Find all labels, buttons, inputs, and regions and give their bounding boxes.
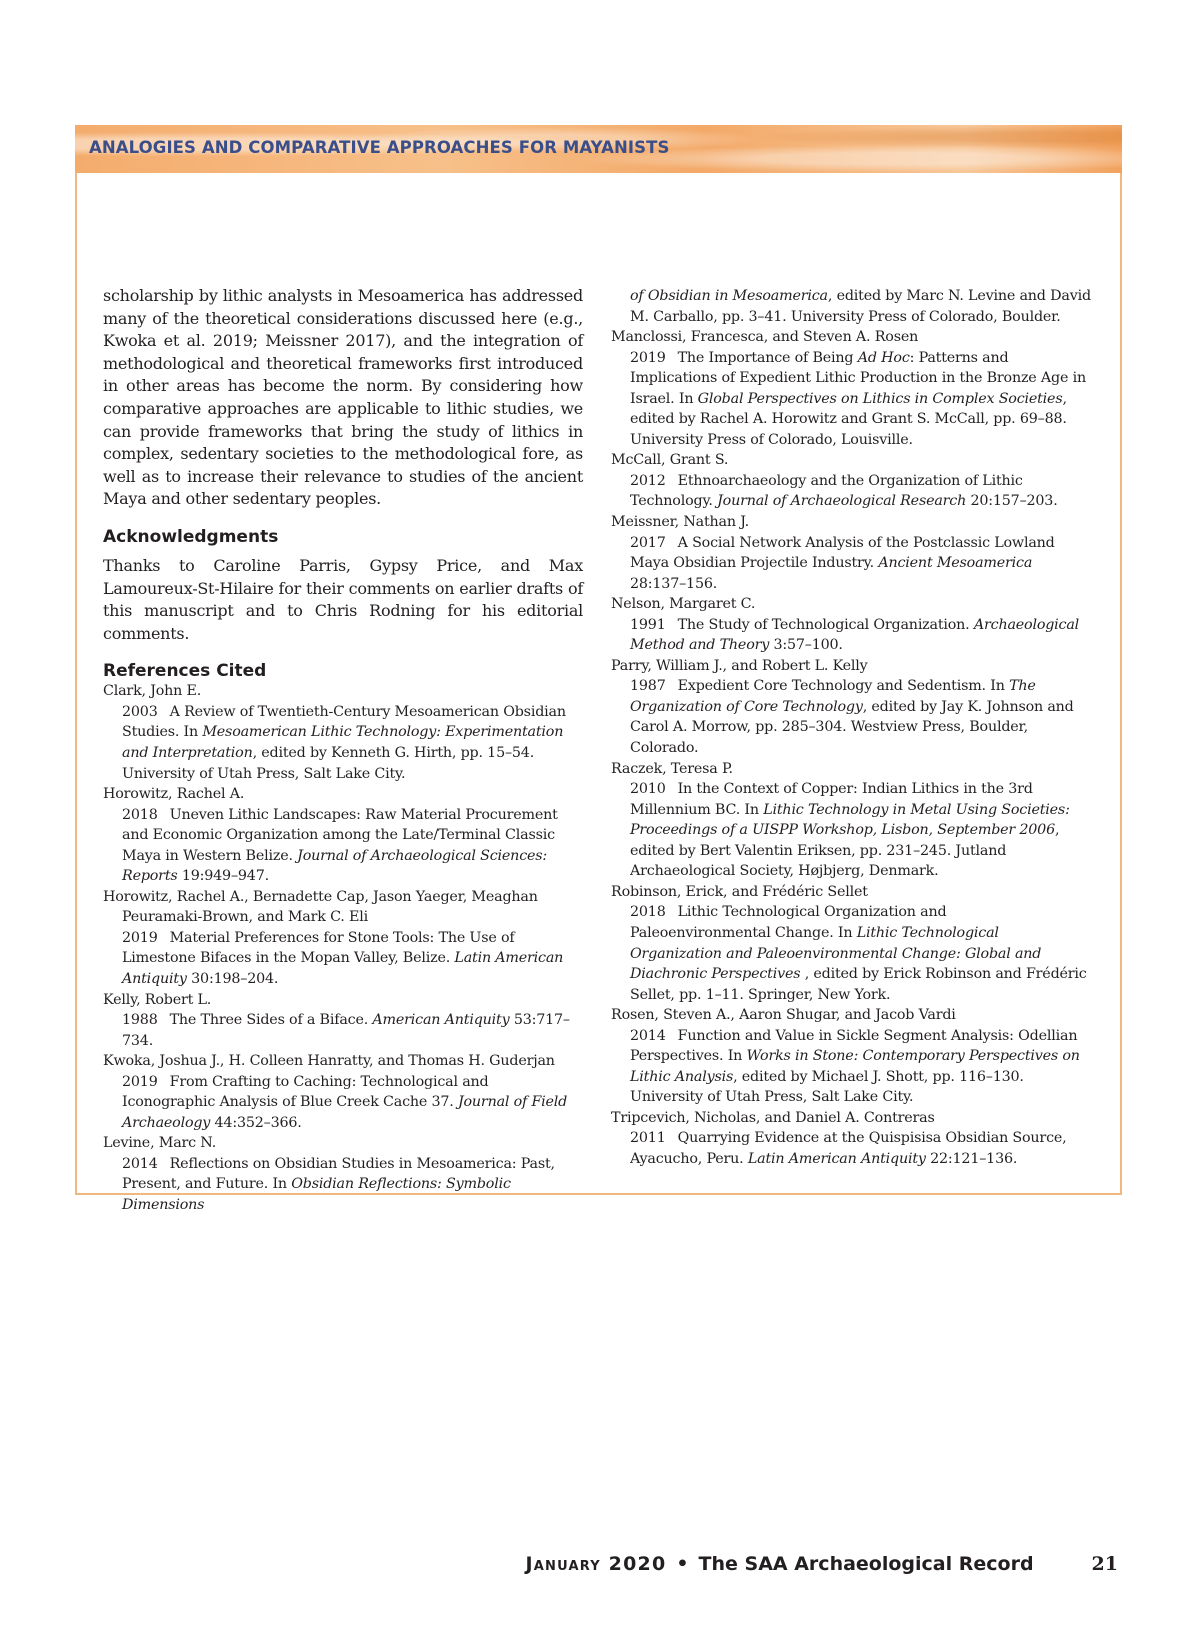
reference-author: Levine, Marc N.: [103, 1135, 217, 1152]
left-column: [103, 285, 583, 1216]
reference-italic-title: Archaeological Method and Theory: [630, 616, 1080, 654]
reference-italic-title: Latin American Antiquity: [747, 1150, 926, 1167]
reference-author: Robinson, Erick, and Frédéric Sellet: [611, 883, 868, 900]
reference-italic-title: Lithic Technology in Metal Using Societies: Proceedings of a UISPP Workshop, Lisbon, September 2006: [630, 801, 1070, 839]
reference-year: 1988: [122, 1012, 158, 1029]
reference-italic-title: American Antiquity: [372, 1012, 510, 1029]
reference-entry: [611, 533, 1091, 595]
reference-author: Manclossi, Francesca, and Steven A. Rosen: [611, 329, 919, 346]
reference-continuation: [611, 286, 1091, 327]
reference-year: 2017: [630, 534, 666, 551]
page-footer: [526, 1553, 1118, 1575]
reference-entry: [611, 471, 1091, 512]
reference-italic-title: Journal of Field Archaeology: [122, 1094, 568, 1131]
reference-entry: [611, 1026, 1091, 1108]
reference-italic-title: Journal of Archaeological Sciences: Reports: [122, 847, 548, 885]
acknowledgments-text: Thanks to Caroline Parris, Gypsy Price, and Max Lamoureux-St-Hilaire for their comments on earlier drafts of this manuscript and to Chris Rodning for his editorial comments.: [103, 555, 583, 643]
footer-month: January 2020: [525, 1553, 667, 1575]
page-number: 21: [1091, 1553, 1118, 1575]
reference-entry: [103, 928, 583, 990]
reference-text: Lithic Technological Organization and Paleoenvironmental Change. In: [630, 904, 947, 941]
reference-text: Reflections on Obsidian Studies in Mesoamerica: Past, Present, and Future. In: [122, 1155, 555, 1193]
reference-author: Clark, John E.: [103, 683, 202, 700]
reference-text: The Importance of Being: [677, 349, 858, 366]
reference-italic-title: Obsidian Reflections: Symbolic Dimensions: [122, 1176, 511, 1213]
reference-text: 20:157–203.: [966, 493, 1058, 510]
reference-text: , edited by Marc N. Levine and David M. Carballo, pp. 3–41. University Press of Colorado, Boulder.: [630, 288, 1091, 325]
reference-entry: [103, 1010, 583, 1051]
reference-year: 2014: [630, 1027, 666, 1044]
reference-text: In the Context of Copper: Indian Lithics in the 3rd Millennium BC. In: [630, 781, 1033, 818]
reference-italic-title: Journal of Archaeological Research: [717, 493, 967, 510]
reference-italic-title: The Organization of Core Technology: [630, 678, 1036, 715]
reference-italic-title: Ancient Mesoamerica: [878, 555, 1033, 572]
reference-italic-title: of Obsidian in Mesoamerica: [630, 288, 828, 304]
reference-entry: [611, 676, 1091, 758]
reference-text: 30:198–204.: [186, 970, 279, 987]
reference-entry: [103, 1072, 583, 1134]
reference-author: Raczek, Teresa P.: [611, 760, 733, 777]
reference-author: Horowitz, Rachel A., Bernadette Cap, Jason Yaeger, Meaghan Peuramaki-Brown, and Mark C. Eli: [103, 888, 538, 926]
reference-entry: [611, 348, 1091, 451]
reference-text: The Three Sides of a Biface.: [169, 1012, 373, 1029]
acknowledgments-heading: Acknowledgments: [103, 526, 279, 547]
reference-year: 2010: [630, 781, 666, 798]
reference-text: Expedient Core Technology and Sedentism. In: [677, 678, 1010, 695]
reference-text: A Review of Twentieth-Century Mesoamerican Obsidian Studies. In: [122, 703, 566, 741]
reference-text: , edited by Rachel A. Horowitz and Grant S. McCall, pp. 69–88. University Press of Colorado, Louisville.: [630, 390, 1067, 448]
reference-year: 2012: [630, 472, 666, 489]
reference-text: Function and Value in Sickle Segment Analysis: Odellian Perspectives. In: [630, 1027, 1078, 1065]
reference-author: Kwoka, Joshua J., H. Colleen Hanratty, and Thomas H. Guderjan: [103, 1053, 555, 1070]
reference-text: Uneven Lithic Landscapes: Raw Material Procurement and Economic Organization among the Late/Terminal Classic Maya in Western Belize.: [122, 806, 558, 864]
reference-entry: [103, 805, 583, 887]
reference-author: Rosen, Steven A., Aaron Shugar, and Jacob Vardi: [611, 1007, 956, 1024]
reference-year: 2018: [122, 806, 158, 823]
reference-text: A Social Network Analysis of the Postclassic Lowland Maya Obsidian Projectile Industry.: [630, 534, 1055, 572]
reference-text: 3:57–100.: [769, 637, 843, 654]
reference-year: 1991: [630, 616, 666, 633]
reference-author: Horowitz, Rachel A.: [103, 786, 245, 803]
reference-year: 2019: [122, 929, 158, 946]
reference-italic-title: Mesoamerican Lithic Technology: Experimentation and Interpretation: [122, 724, 564, 761]
references-list-right: [611, 286, 1091, 1170]
right-column: [611, 286, 1091, 1170]
reference-italic-title: Ad Hoc: [857, 349, 910, 366]
reference-text: , edited by Jay K. Johnson and Carol A. Morrow, pp. 285–304. Westview Press, Boulder, Colorado.: [630, 698, 1074, 757]
reference-year: 2019: [630, 349, 666, 366]
reference-italic-title: Works in Stone: Contemporary Perspectives on Lithic Analysis: [630, 1048, 1080, 1085]
reference-year: 2018: [630, 904, 666, 921]
reference-text: 28:137–156.: [630, 575, 718, 592]
reference-text: Ethnoarchaeology and the Organization of Lithic Technology.: [630, 472, 1023, 510]
section-title: ANALOGIES AND COMPARATIVE APPROACHES FOR MAYANISTS: [89, 138, 670, 157]
reference-year: 2003: [122, 703, 158, 720]
references-right-entries: [611, 327, 1091, 1169]
reference-entry: [611, 779, 1091, 882]
reference-entry: [103, 1154, 583, 1216]
reference-text: , edited by Erick Robinson and Frédéric Sellet, pp. 1–11. Springer, New York.: [630, 966, 1087, 1003]
reference-year: 1987: [630, 678, 666, 695]
reference-text: 19:949–947.: [177, 868, 269, 885]
footer-bullet: •: [676, 1553, 689, 1575]
reference-author: Tripcevich, Nicholas, and Daniel A. Contreras: [611, 1109, 935, 1126]
reference-text: From Crafting to Caching: Technological and Iconographic Analysis of Blue Creek Cache 37.: [122, 1073, 489, 1111]
reference-text: , edited by Bert Valentin Eriksen, pp. 231–245. Jutland Archaeological Society, Højbjerg, Denmark.: [630, 822, 1060, 880]
reference-year: 2014: [122, 1155, 158, 1172]
reference-author: Nelson, Margaret C.: [611, 596, 756, 613]
reference-author: Kelly, Robert L.: [103, 991, 212, 1008]
reference-italic-title: Global Perspectives on Lithics in Complex Societies: [697, 390, 1063, 407]
reference-text: , edited by Michael J. Shott, pp. 116–130. University of Utah Press, Salt Lake City.: [630, 1068, 1024, 1106]
section-banner: [75, 125, 1122, 173]
reference-author: Parry, William J., and Robert L. Kelly: [611, 657, 868, 674]
reference-text: The Study of Technological Organization.: [677, 616, 974, 633]
intro-paragraph: scholarship by lithic analysts in Mesoamerica has addressed many of the theoretical considerations discussed here (e.g., Kwoka et al. 2019; Meissner 2017), and the integration of methodological and theoretical frameworks first introduced in other areas has become the norm. By considering how comparative approaches are applicable to lithic studies, we can provide frameworks that bring the study of lithics in complex, sedentary societies to the methodological fore, as well as to increase their relevance to studies of the ancient Maya and other sedentary peoples.: [103, 286, 583, 509]
reference-year: 2011: [630, 1130, 666, 1147]
reference-italic-title: Latin American Antiquity: [122, 950, 564, 987]
reference-year: 2019: [122, 1073, 158, 1090]
reference-author: McCall, Grant S.: [611, 452, 729, 469]
reference-text: , edited by Kenneth G. Hirth, pp. 15–54. University of Utah Press, Salt Lake City.: [122, 744, 535, 782]
reference-entry: [611, 902, 1091, 1005]
reference-entry: [611, 615, 1091, 656]
footer-journal: The SAA Archaeological Record: [698, 1553, 1034, 1575]
reference-text: Quarrying Evidence at the Quispisisa Obsidian Source, Ayacucho, Peru.: [630, 1130, 1067, 1167]
reference-entry: [103, 702, 583, 784]
references-heading: References Cited: [103, 661, 267, 682]
reference-text: 44:352–366.: [210, 1114, 302, 1131]
references-list-left: [103, 681, 583, 1215]
reference-author: Meissner, Nathan J.: [611, 514, 749, 531]
reference-text: 22:121–136.: [925, 1150, 1018, 1167]
reference-text: 53:717–734.: [122, 1012, 570, 1049]
reference-text: Material Preferences for Stone Tools: The Use of Limestone Bifaces in the Mopan Valley, Belize.: [122, 929, 515, 967]
reference-entry: [611, 1128, 1091, 1169]
reference-text: : Patterns and Implications of Expedient Lithic Production in the Bronze Age in Israel. In: [630, 349, 1086, 407]
reference-italic-title: Lithic Technological Organization and Paleoenvironmental Change: Global and Diachronic Perspectives: [630, 924, 1042, 983]
